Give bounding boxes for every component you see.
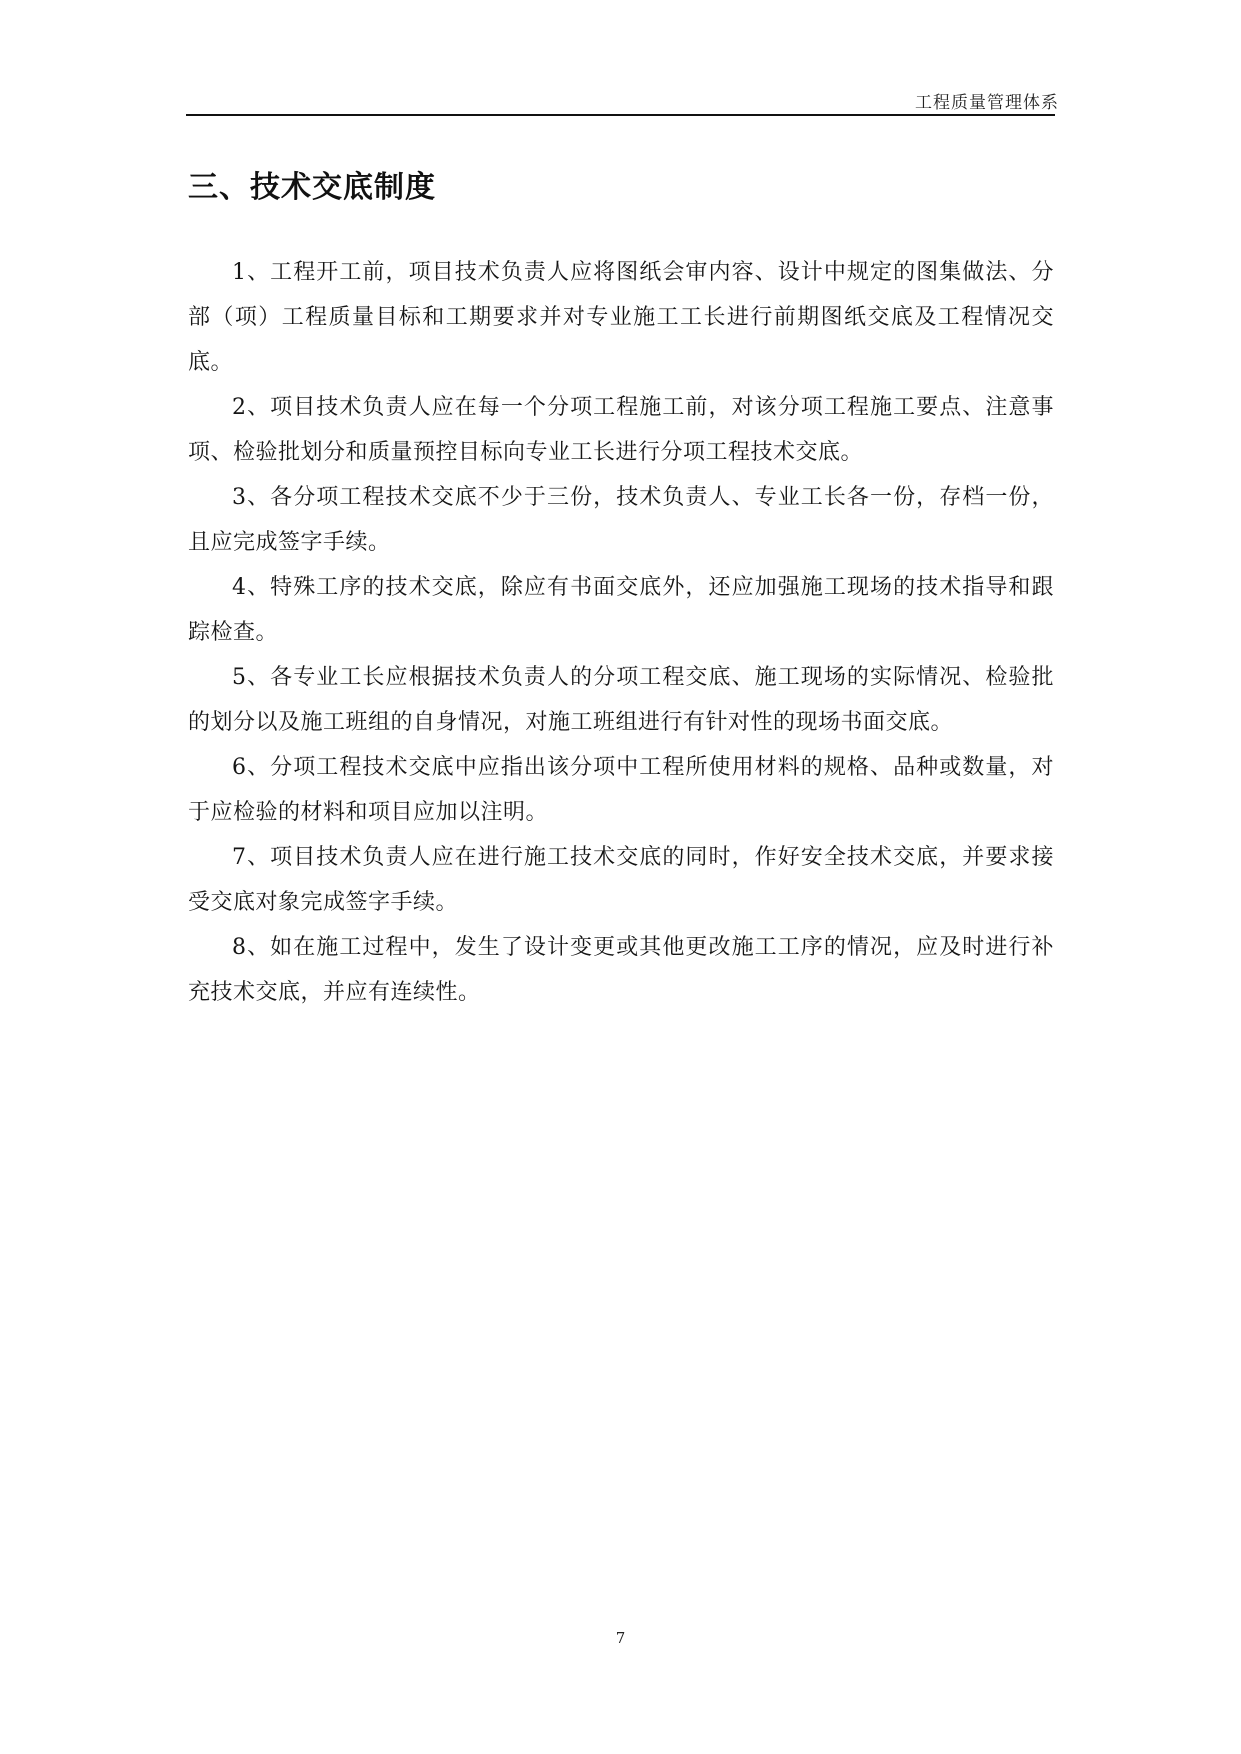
paragraph: 2、项目技术负责人应在每一个分项工程施工前，对该分项工程施工要点、注意事项、检验批划分和质量预控目标向专业工长进行分项工程技术交底。 (188, 395, 1054, 465)
paragraph: 7、项目技术负责人应在进行施工技术交底的同时，作好安全技术交底，并要求接受交底对象完成签字手续。 (188, 845, 1054, 915)
page-number: 7 (615, 1629, 626, 1647)
document-body (188, 250, 1054, 1015)
paragraph: 1、工程开工前，项目技术负责人应将图纸会审内容、设计中规定的图集做法、分部（项）工程质量目标和工期要求并对专业施工工长进行前期图纸交底及工程情况交底。 (188, 260, 1054, 375)
paragraph: 3、各分项工程技术交底不少于三份，技术负责人、专业工长各一份，存档一份，且应完成签字手续。 (188, 485, 1054, 555)
header-divider (186, 114, 1055, 116)
paragraph: 4、特殊工序的技术交底，除应有书面交底外，还应加强施工现场的技术指导和跟踪检查。 (188, 575, 1054, 645)
page-header-title: 工程质量管理体系 (915, 93, 1059, 113)
paragraph: 5、各专业工长应根据技术负责人的分项工程交底、施工现场的实际情况、检验批的划分以及施工班组的自身情况，对施工班组进行有针对性的现场书面交底。 (188, 665, 1054, 735)
paragraph: 8、如在施工过程中，发生了设计变更或其他更改施工工序的情况，应及时进行补充技术交底，并应有连续性。 (188, 935, 1054, 1005)
paragraph: 6、分项工程技术交底中应指出该分项中工程所使用材料的规格、品种或数量，对于应检验的材料和项目应加以注明。 (188, 755, 1054, 825)
section-title: 三、技术交底制度 (188, 170, 436, 205)
